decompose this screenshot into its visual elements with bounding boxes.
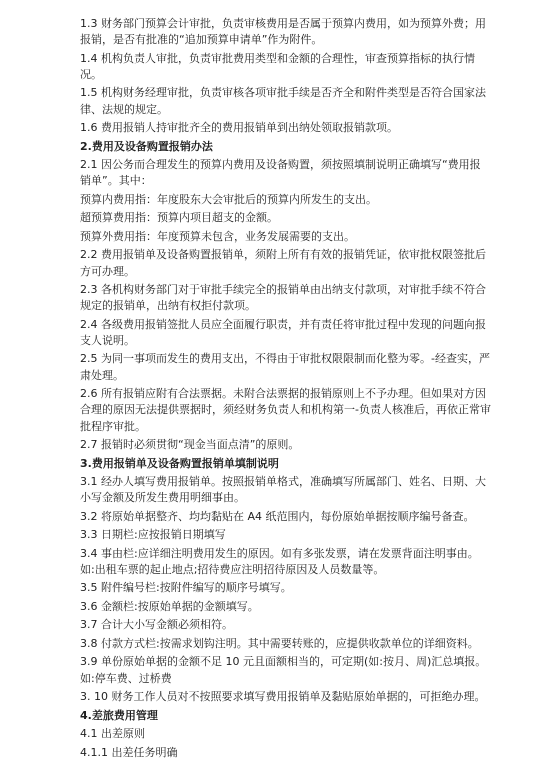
paragraph: 1.3 财务部门预算会计审批，负责审核费用是否属于预算内费用，如为预算外费；用报销，是否有批准的“追加预算申请单”作为附件。 [80,17,486,47]
paragraph: 2.1 因公务而合理发生的预算内费用及设备购置，须按照填制说明正确填写“费用报销单”。其中： [80,158,481,188]
paragraph: 1.5 机构财务经理审批，负责审核各项审批手续是否齐全和附件类型是否符合国家法律、法规的规定。 [80,86,486,116]
paragraph: 3.5 附件编号栏:按附件编写的顺序号填写。 [80,581,292,595]
paragraph: 2.5 为同一事项而发生的费用支出，不得由于审批权限限制而化整为零。-经查实，严肃处理。 [80,352,490,382]
paragraph: 3.6 金额栏:按原始单据的金额填写。 [80,599,259,613]
paragraph: 4.1.1 出差任务明确 [80,745,178,759]
section-heading: 2.费用及设备购置报销办法 [80,139,213,153]
paragraph: 3.3 日期栏:应按报销日期填写 [80,528,226,542]
paragraph: 2.6 所有报销应附有合法票据。未附合法票据的报销原则上不予办理。但如果对方因合理的原因无法提供票据时，须经财务负责人和机构第一-负责人核准后，再依正常审批程序审批。 [80,387,491,433]
paragraph: 3.9 单份原始单据的金额不足 10 元且面额相当的，可定期(如:按月、周)汇总填报。如:停车费、过桥费 [80,655,487,685]
section-heading: 4.差旅费用管理 [80,708,158,722]
paragraph: 预算外费用指：年度预算未包含，业务发展需要的支出。 [80,229,355,243]
paragraph: 超预算费用指：预算内项目超支的金额。 [80,211,278,225]
paragraph: 3.1 经办人填写费用报销单。按照报销单格式，准确填写所属部门、姓名、日期、大小写金额及所发生费用明细事由。 [80,475,486,505]
paragraph: 3.4 事由栏:应详细注明费用发生的原因。如有多张发票，请在发票背面注明事由。如:出租车票的起止地点;招待费应注明招待原因及人员数量等。 [80,546,479,576]
paragraph: 3. 10 财务工作人员对不按照要求填写费用报销单及黏贴原始单据的，可拒绝办理。 [80,690,486,704]
paragraph: 预算内费用指：年度股东大会审批后的预算内所发生的支出。 [80,192,377,206]
paragraph: 1.4 机构负责人审批，负责审批费用类型和金额的合理性，审查预算指标的执行情况。 [80,51,475,81]
paragraph: 3.7 合计大小写金额必须相符。 [80,618,233,632]
paragraph: 3.8 付款方式栏:按需求划钩注明。其中需要转账的，应提供收款单位的详细资料。 [80,636,479,650]
paragraph: 3.2 将原始单据整齐、均均黏贴在 A4 纸范围内，每份原始单据按顺序编号备查。 [80,509,475,523]
paragraph: 4.1 出差原则 [80,727,145,741]
paragraph: 2.4 各级费用报销签批人员应全面履行职责，并有责任将审批过程中发现的问题向报支人说明。 [80,317,486,347]
paragraph: 2.3 各机构财务部门对于审批手续完全的报销单由出纳支付款项，对审批手续不符合规定的报销单，出纳有权拒付款项。 [80,283,486,313]
paragraph: 1.6 费用报销人持审批齐全的费用报销单到出纳处领取报销款项。 [80,121,398,135]
paragraph: 2.2 费用报销单及设备购置报销单，须附上所有有效的报销凭证，依审批权限签批后方可办理。 [80,248,486,278]
section-heading: 3.费用报销单及设备购置报销单填制说明 [80,456,279,470]
paragraph: 2.7 报销时必须贯彻“现金当面点清”的原则。 [80,438,300,452]
